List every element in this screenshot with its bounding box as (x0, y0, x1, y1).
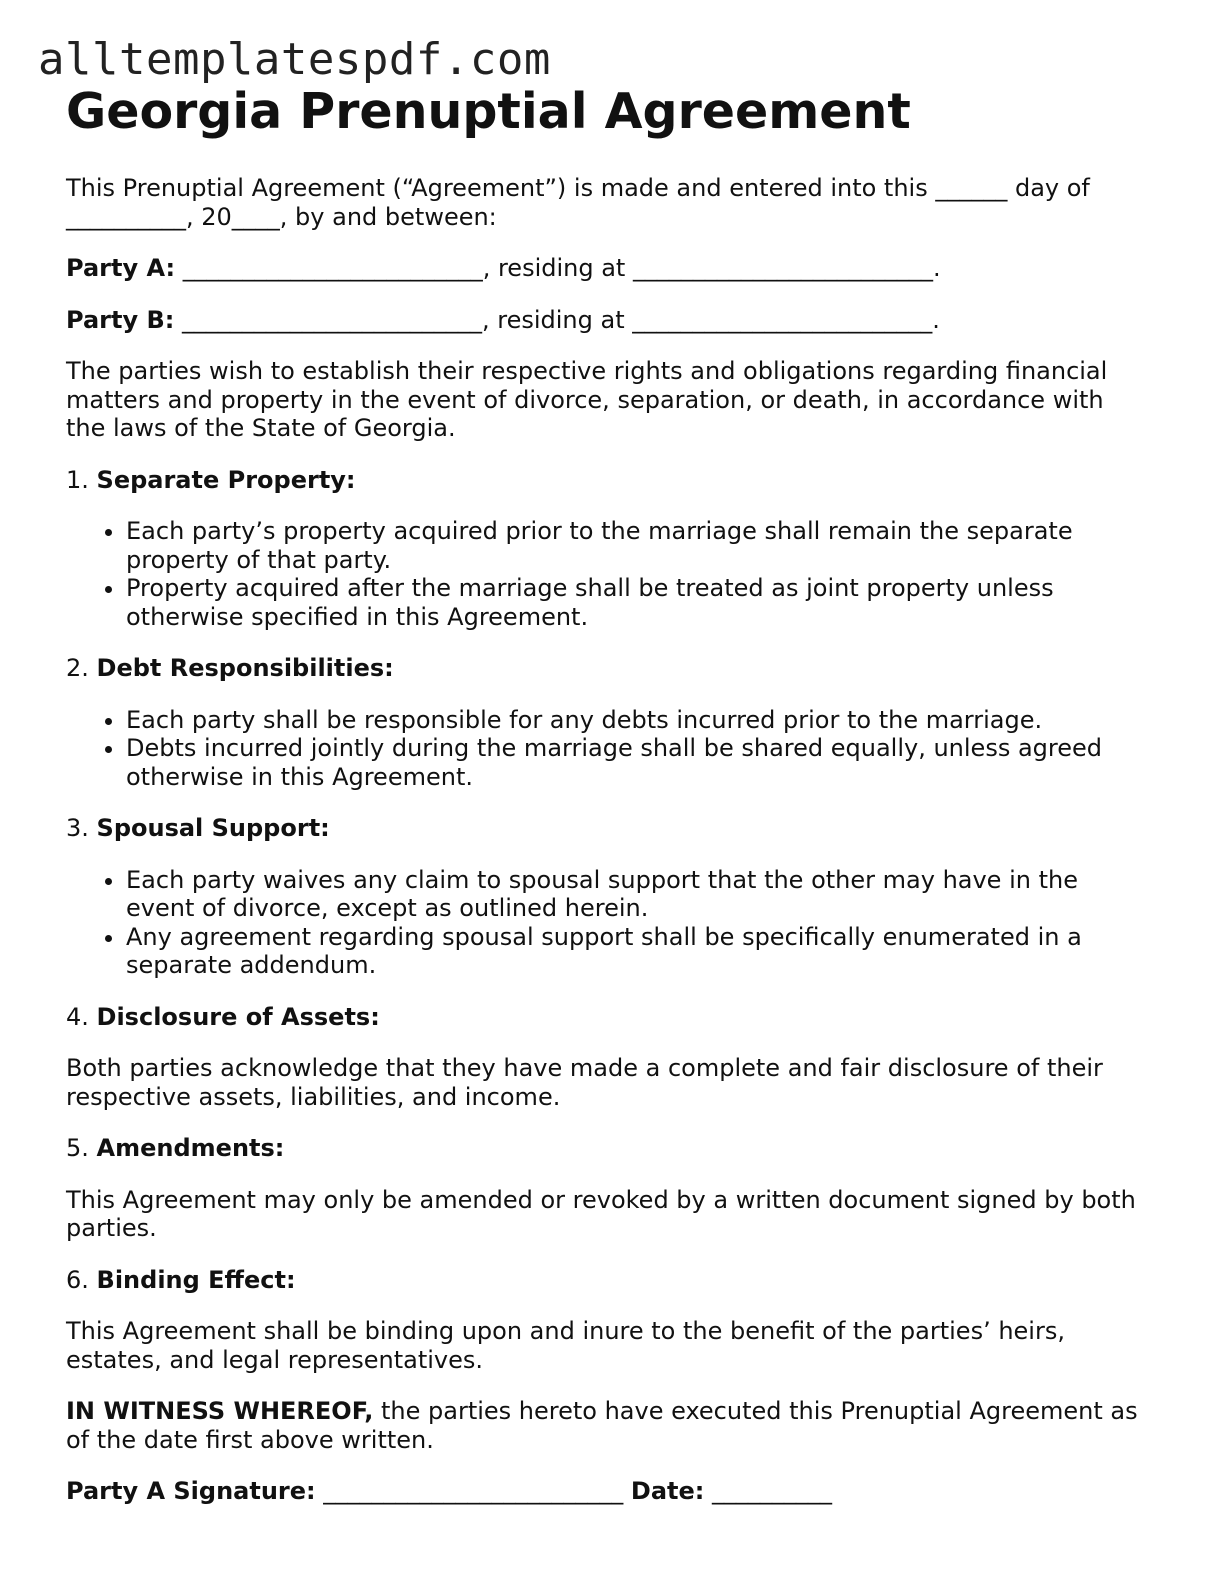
section-number: 5. (66, 1134, 97, 1162)
section-title: Spousal Support: (96, 814, 330, 842)
section-title: Separate Property: (96, 465, 356, 494)
section-bullets (66, 517, 1146, 631)
section-heading-disclosure-of-assets (66, 1003, 1146, 1032)
document-body (66, 174, 1146, 1529)
section-bullets (66, 706, 1146, 792)
section-heading-amendments (66, 1134, 1146, 1163)
section-body: Both parties acknowledge that they have made a complete and fair disclosure of their respective assets, liabilities, and income. (66, 1054, 1103, 1111)
section-body: This Agreement shall be binding upon and inure to the benefit of the parties’ heirs, estates, and legal representatives. (66, 1317, 1065, 1374)
party-a-blanks: _________________________, residing at _________________________. (175, 254, 941, 282)
date-blank: __________ (704, 1477, 832, 1505)
section-heading-separate-property (66, 466, 1146, 495)
section-number: 1. (66, 465, 97, 494)
party-b-blanks: _________________________, residing at _________________________. (174, 305, 940, 334)
section-title: Binding Effect: (96, 1265, 296, 1294)
bullet-item: • Debts incurred jointly during the marriage shall be shared equally, unless agreed otherwise in this Agreement. (126, 734, 1146, 791)
section-bullets (66, 866, 1146, 980)
section-number: 2. (66, 654, 97, 682)
section-number: 3. (66, 814, 97, 842)
section-title: Debt Responsibilities: (96, 654, 394, 682)
party-a-label: Party A: (66, 254, 176, 282)
section-title: Disclosure of Assets: (96, 1002, 380, 1031)
witness-text: the parties hereto have executed this Prenuptial Agreement as of the date first above written. (66, 1397, 1138, 1454)
section-number: 4. (66, 1002, 97, 1031)
bullet-item: • Property acquired after the marriage shall be treated as joint property unless otherwise specified in this Agreement. (126, 574, 1146, 631)
witness-label: IN WITNESS WHEREOF, (66, 1397, 374, 1425)
party-a-signature-line (66, 1477, 1146, 1506)
bullet-item: • Each party waives any claim to spousal support that the other may have in the event of divorce, except as outlined herein. (126, 866, 1146, 923)
section-heading-binding-effect (66, 1266, 1146, 1295)
section-body: This Agreement may only be amended or revoked by a written document signed by both parties. (66, 1185, 1136, 1242)
watermark: alltemplatespdf.com (38, 34, 551, 85)
purpose-paragraph: The parties wish to establish their respective rights and obligations regarding financial matters and property in the event of divorce, separation, or death, in accordance with the laws of the State of Georgia. (66, 357, 1108, 442)
party-b-label: Party B: (66, 305, 175, 334)
party-a-line (66, 254, 1146, 283)
document-title: Georgia Prenuptial Agreement (66, 83, 911, 140)
section-title: Amendments: (96, 1134, 285, 1162)
section-number: 6. (66, 1265, 97, 1294)
bullet-item: • Any agreement regarding spousal support shall be specifically enumerated in a separate addendum. (126, 923, 1146, 980)
signature-blank: _________________________ (315, 1477, 631, 1505)
party-b-line (66, 306, 1146, 335)
bullet-item: • Each party shall be responsible for any debts incurred prior to the marriage. (126, 706, 1146, 735)
witness-paragraph (66, 1397, 1146, 1454)
section-heading-debt-responsibilities (66, 654, 1146, 683)
date-label: Date: (630, 1477, 705, 1505)
bullet-item: • Each party’s property acquired prior to the marriage shall remain the separate property of that party. (126, 517, 1146, 574)
signature-label: Party A Signature: (66, 1477, 316, 1505)
intro-paragraph: This Prenuptial Agreement (“Agreement”) is made and entered into this ______ day of __________, 20____, by and between: (66, 174, 1090, 231)
section-heading-spousal-support (66, 814, 1146, 843)
